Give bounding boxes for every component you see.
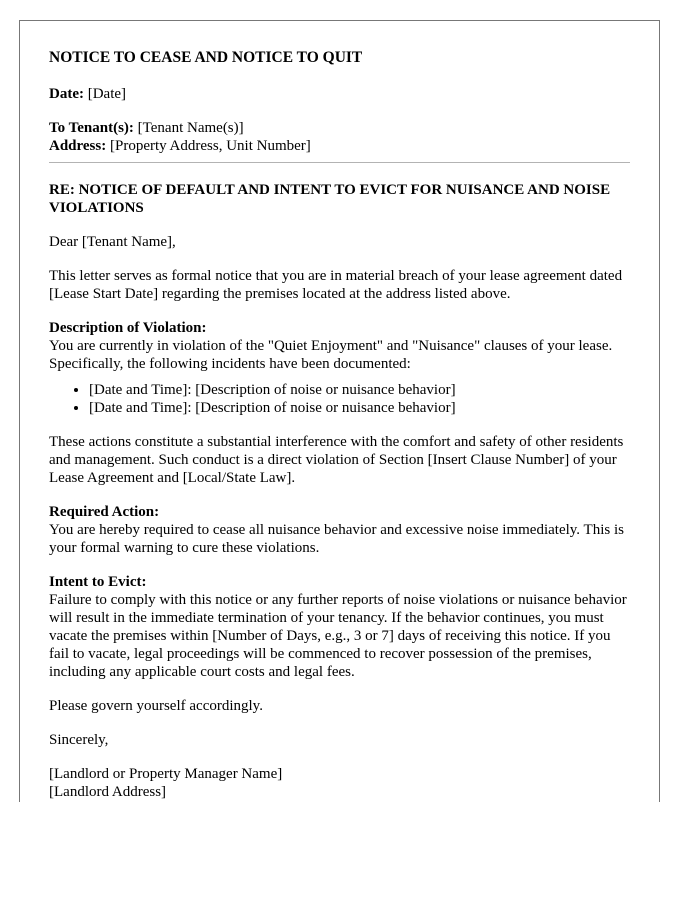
required-action-text: You are hereby required to cease all nuisance behavior and excessive noise immediately. This is your formal warning to cure these violations. [49, 522, 624, 556]
violation-section [49, 319, 630, 373]
required-action-section [49, 503, 630, 557]
tenant-line [49, 119, 630, 137]
incident-list [49, 381, 630, 417]
document-body [20, 21, 659, 801]
required-action-heading: Required Action: [49, 504, 160, 520]
list-item: • [Date and Time]: [Description of noise or nuisance behavior] [89, 381, 630, 399]
date-value: [Date] [87, 86, 127, 102]
intent-heading: Intent to Evict: [49, 574, 147, 590]
intro-paragraph: This letter serves as formal notice that you are in material breach of your lease agreement dated [Lease Start Date] regarding the premises located at the address listed above. [49, 268, 623, 302]
re-heading: RE: NOTICE OF DEFAULT AND INTENT TO EVICT FOR NUISANCE AND NOISE VIOLATIONS [49, 182, 611, 216]
date-line [49, 85, 630, 103]
signoff: Sincerely, [49, 732, 109, 748]
address-line [49, 137, 630, 155]
intent-section [49, 573, 630, 681]
address-label: Address: [49, 138, 107, 154]
intent-text: Failure to comply with this notice or any further reports of noise violations or nuisance behavior will result in the immediate termination of your tenancy. If the behavior continues, you must vacate the premises within [Number of Days, e.g., 3 or 7] days of receiving this notice. If you fail to vacate, legal proceedings will be commenced to recover possession of the premises, including any applicable court costs and legal fees. [49, 592, 627, 680]
violation-heading: Description of Violation: [49, 320, 207, 336]
tenant-label: To Tenant(s): [49, 120, 134, 136]
consequence-paragraph: These actions constitute a substantial interference with the comfort and safety of other residents and management. Such conduct is a direct violation of Section [Insert Clause Number] of your Lease Agreement and [Local/State Law]. [49, 434, 624, 486]
signature-block [49, 765, 630, 801]
notice-document [19, 20, 660, 802]
closing-note: Please govern yourself accordingly. [49, 698, 263, 714]
greeting: Dear [Tenant Name], [49, 234, 176, 250]
document-title: NOTICE TO CEASE AND NOTICE TO QUIT [49, 49, 363, 66]
tenant-value: [Tenant Name(s)] [137, 120, 244, 136]
divider [49, 162, 630, 163]
signer-name: [Landlord or Property Manager Name] [49, 766, 283, 782]
violation-text: You are currently in violation of the "Quiet Enjoyment" and "Nuisance" clauses of your lease. Specifically, the following incidents have been documented: [49, 338, 613, 372]
date-label: Date: [49, 86, 84, 102]
recipient-block [49, 119, 630, 155]
address-value: [Property Address, Unit Number] [109, 138, 311, 154]
signer-address: [Landlord Address] [49, 784, 167, 800]
list-item: • [Date and Time]: [Description of noise or nuisance behavior] [89, 399, 630, 417]
